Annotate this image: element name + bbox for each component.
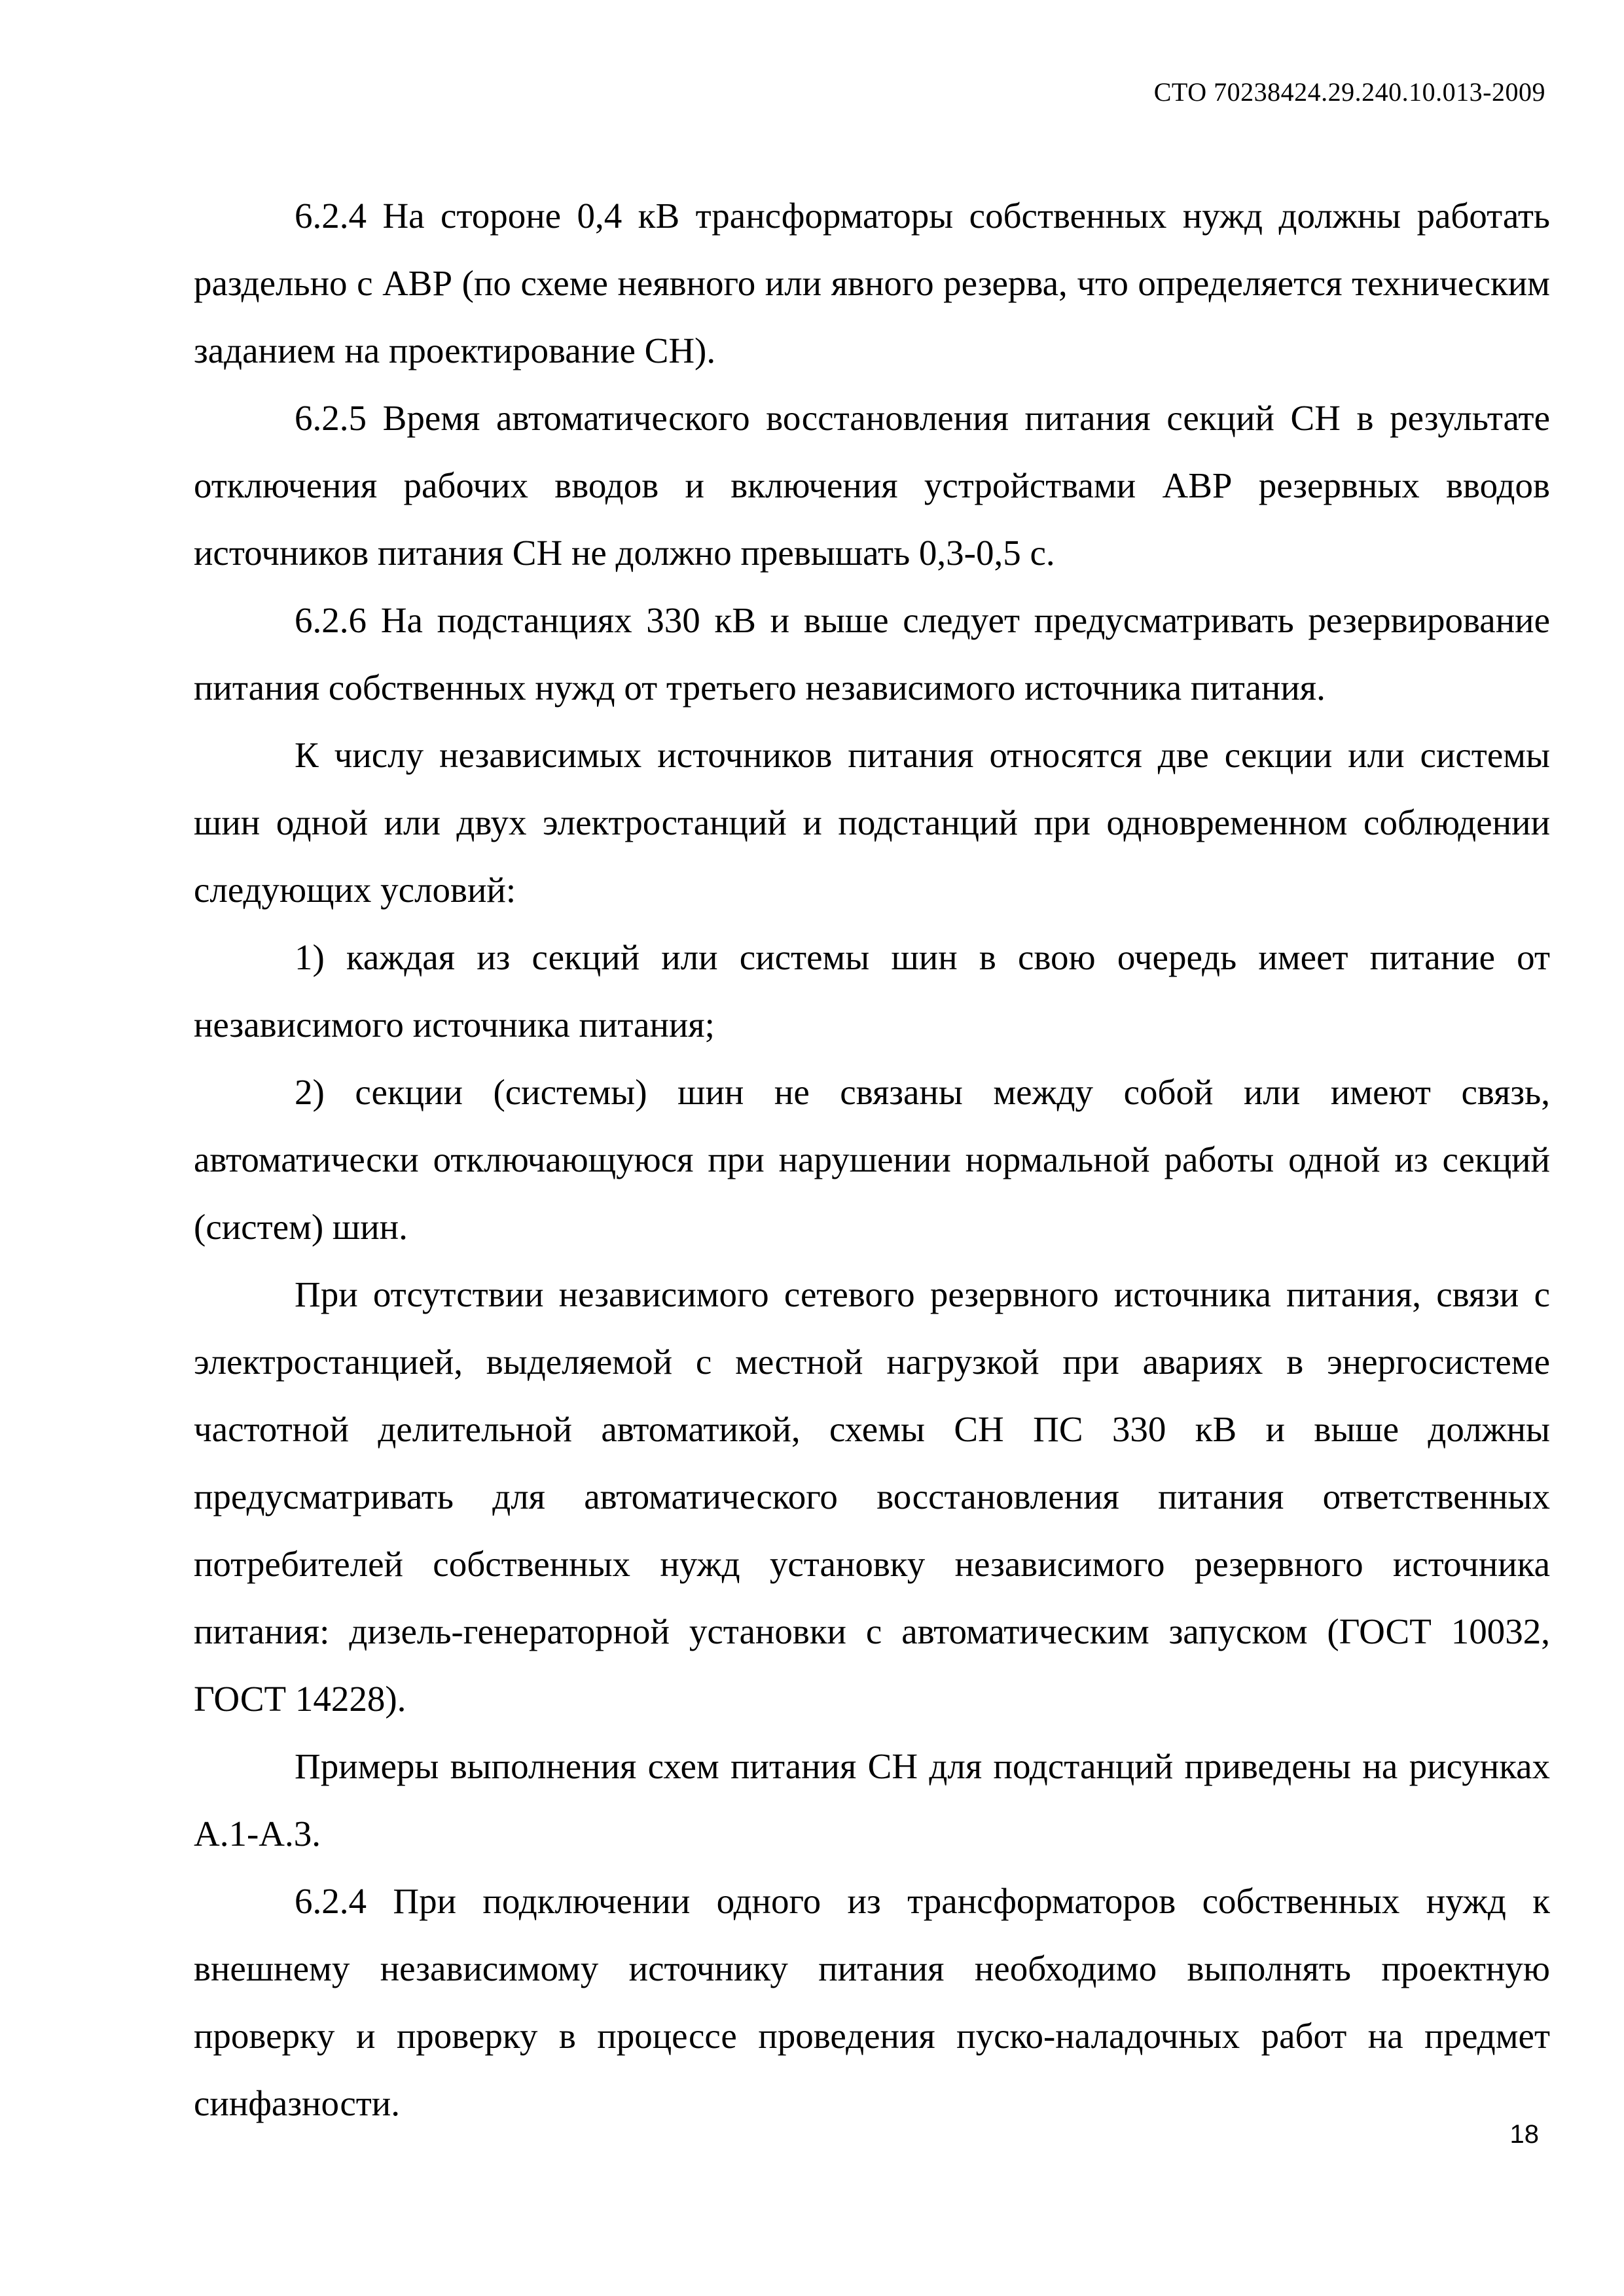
document-body bbox=[194, 182, 1550, 2137]
paragraph-examples: Примеры выполнения схем питания СН для подстанций приведены на рисунках А.1-А.3. bbox=[194, 1746, 1550, 1854]
list-item-2: 2) секции (системы) шин не связаны между собой или имеют связь, автоматически отключающуюся при нарушении нормальной работы одной из секций (систем) шин. bbox=[194, 1072, 1550, 1247]
paragraph-6-2-6: 6.2.6 На подстанциях 330 кВ и выше следует предусматривать резервирование питания собственных нужд от третьего независимого источника питания. bbox=[194, 600, 1550, 708]
paragraph-6-2-4: 6.2.4 На стороне 0,4 кВ трансформаторы собственных нужд должны работать раздельно с АВР (по схеме неявного или явного резерва, что определяется техническим заданием на проектирование СН). bbox=[194, 196, 1550, 370]
paragraph-6-2-5: 6.2.5 Время автоматического восстановления питания секций СН в результате отключения рабочих вводов и включения устройствами АВР резервных вводов источников питания СН не должно превышать 0,3-0,5 с. bbox=[194, 398, 1550, 573]
paragraph-diesel-generator: При отсутствии независимого сетевого резервного источника питания, связи с электростанцией, выделяемой с местной нагрузкой при авариях в энергосистеме частотной делительной автоматикой, схемы СН ПС 330 кВ и выше должны предусматривать для автоматического восстановления питания ответственных потребителей собственных нужд установку независимого резервного источника питания: дизель-генераторной установки с автоматическим запуском (ГОСТ 10032, ГОСТ 14228). bbox=[194, 1274, 1550, 1719]
list-item-1: 1) каждая из секций или системы шин в свою очередь имеет питание от независимого источника питания; bbox=[194, 937, 1550, 1045]
paragraph-6-2-4-phasing: 6.2.4 При подключении одного из трансформаторов собственных нужд к внешнему независимому источнику питания необходимо выполнять проектную проверку и проверку в процессе проведения пуско-наладочных работ на предмет синфазности. bbox=[194, 1881, 1550, 2123]
document-code: СТО 70238424.29.240.10.013-2009 bbox=[1153, 77, 1545, 107]
paragraph-independent-sources: К числу независимых источников питания относятся две секции или системы шин одной или двух электростанций и подстанций при одновременном соблюдении следующих условий: bbox=[194, 735, 1550, 910]
page-number: 18 bbox=[1509, 2120, 1539, 2149]
